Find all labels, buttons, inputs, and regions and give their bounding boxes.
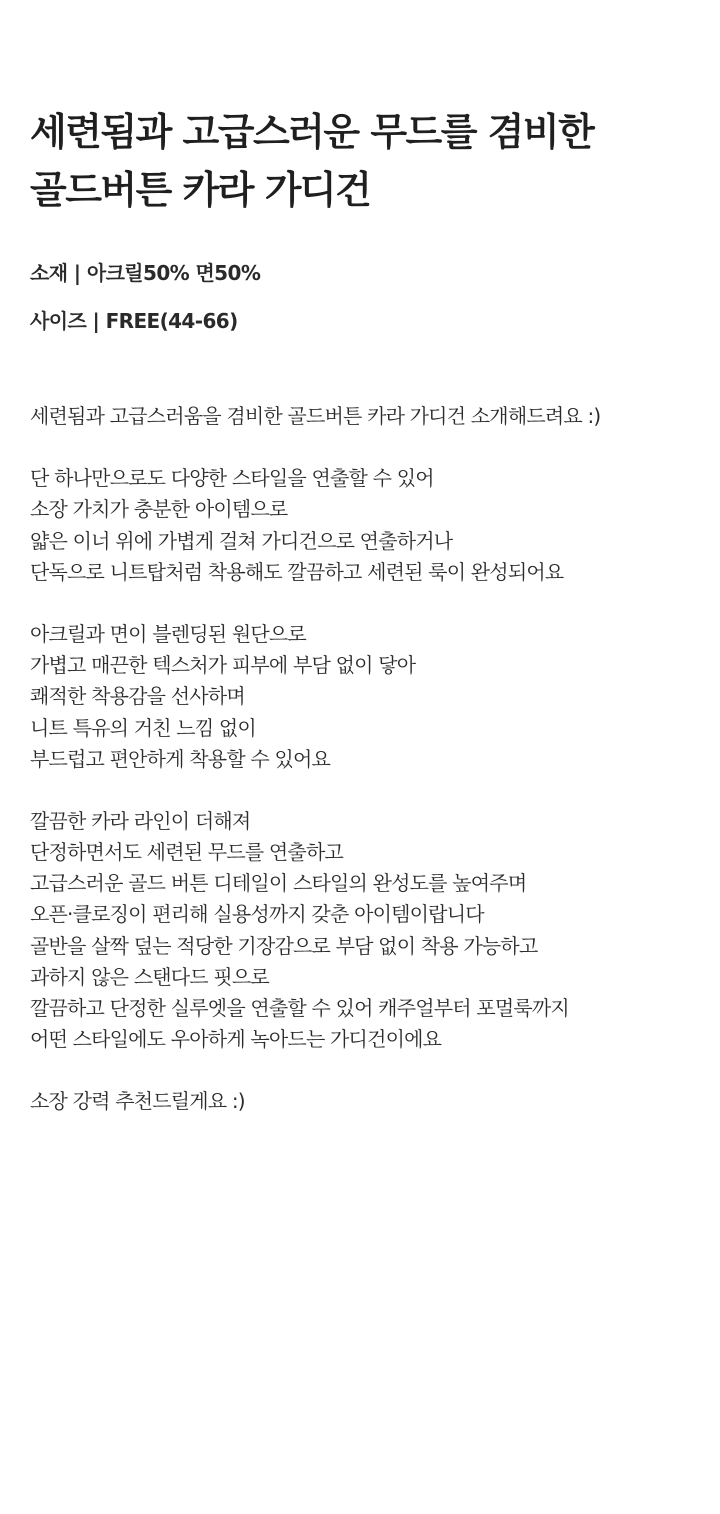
size-spec: 사이즈 | FREE(44-66) (30, 309, 238, 333)
product-detail-page (30, 0, 690, 1149)
text-line: 아크릴과 면이 블렌딩된 원단으로 (30, 621, 306, 646)
description-paragraph-1 (30, 463, 690, 588)
text-line: 얇은 이너 위에 가볍게 걸쳐 가디건으로 연출하거나 (30, 528, 453, 553)
title-line-1: 세련됨과 고급스러운 무드를 겸비한 (30, 110, 594, 154)
text-line: 깔끔하고 단정한 실루엣을 연출할 수 있어 캐주얼부터 포멀룩까지 (30, 996, 569, 1020)
text-line: 과하지 않은 스탠다드 핏으로 (30, 964, 269, 989)
text-line: 부드럽고 편안하게 착용할 수 있어요 (30, 746, 331, 771)
text-line: 쾌적한 착용감을 선사하며 (30, 684, 245, 709)
description-intro (30, 401, 690, 432)
description-paragraph-3 (30, 806, 690, 1056)
text-line: 가볍고 매끈한 텍스처가 피부에 부담 없이 닿아 (30, 653, 416, 678)
title-line-2: 골드버튼 카라 가디건 (30, 168, 371, 212)
product-specs (30, 259, 690, 335)
text-line: 어떤 스타일에도 우아하게 녹아드는 가디건이에요 (30, 1027, 442, 1052)
description-paragraph-2 (30, 619, 690, 775)
text-line: 세련됨과 고급스러움을 겸비한 골드버튼 카라 가디건 소개해드려요 :) (30, 404, 601, 428)
text-line: 깔끔한 카라 라인이 더해져 (30, 808, 251, 833)
text-line: 단독으로 니트탑처럼 착용해도 깔끔하고 세련된 룩이 완성되어요 (30, 559, 564, 584)
product-description (30, 401, 690, 1118)
description-outro (30, 1086, 690, 1117)
text-line: 단정하면서도 세련된 무드를 연출하고 (30, 840, 343, 865)
product-title (30, 0, 690, 219)
text-line: 고급스러운 골드 버튼 디테일이 스타일의 완성도를 높여주며 (30, 871, 527, 896)
text-line: 단 하나만으로도 다양한 스타일을 연출할 수 있어 (30, 466, 434, 491)
text-line: 오픈·클로징이 편리해 실용성까지 갖춘 아이템이랍니다 (30, 902, 484, 927)
text-line: 소장 가치가 충분한 아이템으로 (30, 497, 288, 522)
material-spec: 소재 | 아크릴50% 면50% (30, 261, 261, 285)
text-line: 니트 특유의 거친 느낌 없이 (30, 715, 256, 740)
text-line: 소장 강력 추천드릴게요 :) (30, 1089, 245, 1114)
text-line: 골반을 살짝 덮는 적당한 기장감으로 부담 없이 착용 가능하고 (30, 933, 538, 958)
